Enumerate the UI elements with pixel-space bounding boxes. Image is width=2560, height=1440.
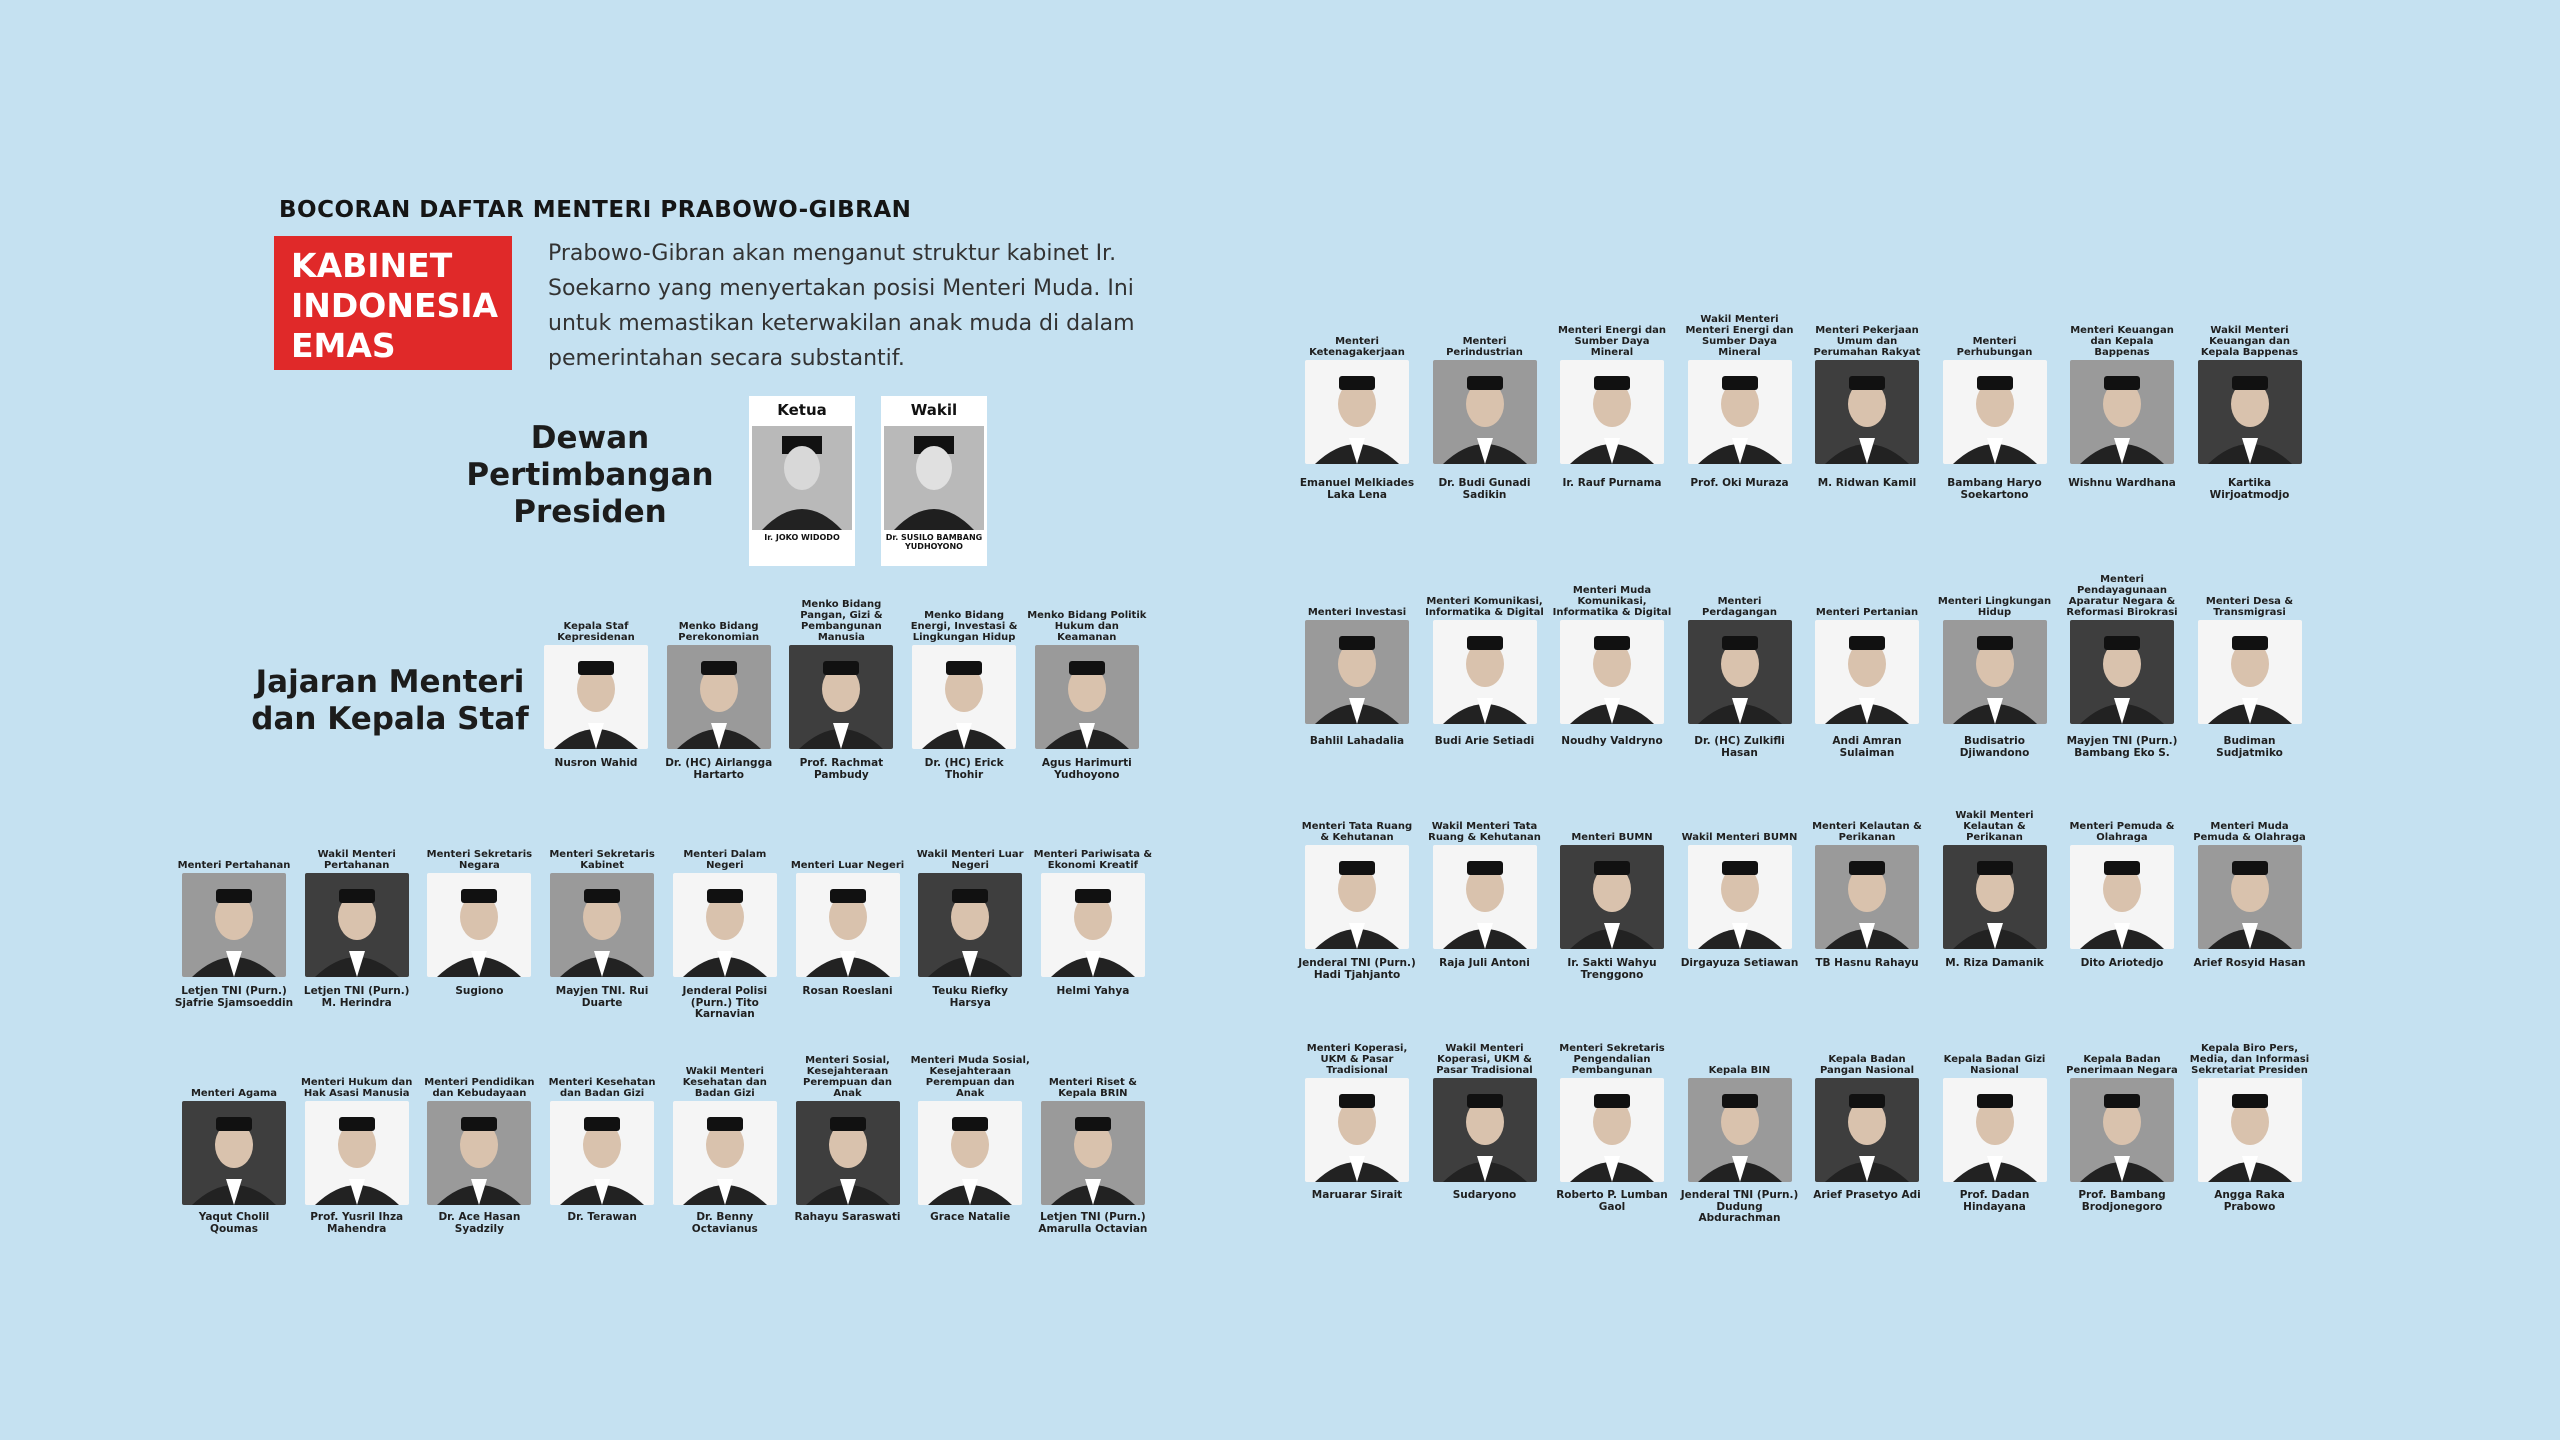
portrait-photo [1560,845,1664,949]
dewan-card-wakil [881,396,987,566]
minister-position: Menteri Sosial, Kesejahteraan Perempuan dan Anak [803,1055,892,1099]
portrait-photo [752,426,852,530]
brand-line: EMAS [291,326,396,365]
portrait-photo [1433,845,1537,949]
minister-position: Menteri Investasi [1307,607,1407,618]
minister-name: Dirgayuza Setiawan [1680,957,1799,969]
minister-name: Nusron Wahid [554,757,638,769]
minister-name: Arief Rosyid Hasan [2193,957,2306,969]
cabinet-brand-box [274,236,512,370]
portrait-photo [1041,1101,1145,1205]
dewan-card-ketua [749,396,855,566]
page-headline: BOCORAN DAFTAR MENTERI PRABOWO-GIBRAN [279,197,912,223]
minister-position: Wakil Menteri Kelautan & Perikanan [1955,810,2034,843]
portrait-photo [1305,360,1409,464]
minister-position: Kepala Badan Pangan Nasional [1819,1054,1915,1076]
minister-name: Bambang Haryo Soekartono [1947,477,2042,501]
intro-paragraph: Prabowo-Gibran akan menganut struktur kabinet Ir. Soekarno yang menyertakan posisi Menteri Muda. Ini untuk memastikan keterwakilan anak muda di dalam pemerintahan secara substantif. [548,241,1135,371]
minister-position: Wakil Menteri Tata Ruang & Kehutanan [1428,821,1541,843]
minister-name: Jenderal TNI (Purn.) Hadi Tjahjanto [1298,957,1416,981]
minister-name: Budi Arie Setiadi [1434,735,1535,747]
dewan-card-name: Dr. SUSILO BAMBANG YUDHOYONO [885,533,983,551]
portrait-photo [884,426,984,530]
dewan-title-line: Presiden [513,494,667,530]
minister-position: Menteri Riset & Kepala BRIN [1048,1077,1137,1099]
portrait-photo [1433,360,1537,464]
minister-name: Rahayu Saraswati [794,1211,901,1223]
minister-name: Sudaryono [1452,1189,1517,1201]
minister-position: Menteri Pendidikan dan Kebudayaan [424,1077,535,1099]
minister-position: Menteri Hukum dan Hak Asasi Manusia [300,1077,413,1099]
portrait-photo [182,873,286,977]
portrait-photo [1943,1078,2047,1182]
minister-position: Menteri Muda Komunikasi, Informatika & Digital [1552,585,1672,618]
minister-name: Teuku Riefky Harsya [932,985,1009,1009]
minister-position: Menteri BUMN [1571,832,1653,843]
minister-name: Prof. Dadan Hindayana [1959,1189,2030,1213]
portrait-photo [1688,360,1792,464]
minister-position: Menteri Perdagangan [1702,596,1777,618]
minister-position: Menteri Pariwisata & Ekonomi Kreatif [1033,849,1153,871]
portrait-photo [796,873,900,977]
portrait-photo [182,1101,286,1205]
minister-position: Menko Bidang Energi, Investasi & Lingkungan Hidup [910,610,1018,643]
minister-name: Noudhy Valdryno [1561,735,1663,747]
portrait-photo [2070,620,2174,724]
minister-position: Menteri Komunikasi, Informatika & Digital [1425,596,1544,618]
portrait-photo [673,1101,777,1205]
minister-name: Prof. Rachmat Pambudy [799,757,884,781]
portrait-photo [667,645,771,749]
minister-position: Menteri Muda Sosial, Kesejahteraan Perempuan dan Anak [910,1055,1030,1099]
minister-name: Prof. Bambang Brodjonegoro [2078,1189,2166,1213]
minister-position: Wakil Menteri Keuangan dan Kepala Bappenas [2200,325,2299,358]
portrait-photo [1815,360,1919,464]
brand-line: INDONESIA [291,286,499,325]
minister-name: Dito Ariotedjo [2080,957,2164,969]
minister-name: Dr. (HC) Airlangga Hartarto [665,757,773,781]
portrait-photo [2198,360,2302,464]
minister-name: Helmi Yahya [1056,985,1130,997]
minister-position: Wakil Menteri Menteri Energi dan Sumber Daya Mineral [1685,314,1794,358]
minister-name: Prof. Yusril Ihza Mahendra [310,1211,404,1235]
minister-name: Dr. Terawan [567,1211,637,1223]
portrait-photo [427,1101,531,1205]
minister-name: Prof. Oki Muraza [1690,477,1789,489]
minister-position: Menteri Kesehatan dan Badan Gizi [548,1077,656,1099]
minister-position: Menteri Energi dan Sumber Daya Mineral [1557,325,1666,358]
minister-position: Menteri Sekretaris Negara [426,849,533,871]
jajaran-section-title [240,664,540,738]
portrait-photo [2070,1078,2174,1182]
minister-position: Menteri Desa & Transmigrasi [2205,596,2294,618]
minister-name: Angga Raka Prabowo [2214,1189,2285,1213]
portrait-photo [550,873,654,977]
minister-position: Menko Bidang Pangan, Gizi & Pembangunan Manusia [800,599,883,643]
minister-name: Arief Prasetyo Adi [1813,1189,1921,1201]
portrait-photo [1560,1078,1664,1182]
minister-position: Menteri Tata Ruang & Kehutanan [1301,821,1413,843]
portrait-photo [2070,845,2174,949]
minister-name: Kartika Wirjoatmodjo [2209,477,2290,501]
portrait-photo [305,1101,409,1205]
minister-name: Dr. Ace Hasan Syadzily [438,1211,521,1235]
minister-name: Wishnu Wardhana [2068,477,2176,489]
minister-position: Kepala Badan Penerimaan Negara [2066,1054,2178,1076]
dewan-title-line: Pertimbangan [466,457,714,493]
minister-name: Yaqut Cholil Qoumas [198,1211,270,1235]
minister-position: Menko Bidang Politik Hukum dan Keamanan [1027,610,1147,643]
dewan-section-title [440,420,740,531]
minister-position: Menteri Pemuda & Olahraga [2069,821,2175,843]
minister-name: Dr. Benny Octavianus [691,1211,758,1235]
minister-position: Kepala Staf Kepresidenan [557,621,635,643]
portrait-photo [1560,620,1664,724]
portrait-photo [2070,360,2174,464]
minister-position: Wakil Menteri Koperasi, UKM & Pasar Tradisional [1436,1043,1533,1076]
minister-name: Agus Harimurti Yudhoyono [1041,757,1132,781]
portrait-photo [1560,360,1664,464]
minister-position: Menteri Sekretaris Kabinet [549,849,655,871]
dewan-card-name: Ir. JOKO WIDODO [764,533,840,542]
minister-position: Menteri Kelautan & Perikanan [1812,821,1922,843]
minister-position: Menteri Pertahanan [177,860,291,871]
minister-name: Dr. (HC) Erick Thohir [924,757,1004,781]
portrait-photo [796,1101,900,1205]
portrait-photo [550,1101,654,1205]
portrait-photo [1688,1078,1792,1182]
minister-position: Wakil Menteri Pertahanan [317,849,396,871]
portrait-photo [1433,1078,1537,1182]
minister-name: Mayjen TNI. Rui Duarte [555,985,649,1009]
dewan-title-line: Dewan [530,420,650,456]
minister-position: Kepala Biro Pers, Media, dan Informasi Sekretariat Presiden [2189,1043,2310,1076]
minister-name: Emanuel Melkiades Laka Lena [1299,477,1415,501]
minister-position: Kepala Badan Gizi Nasional [1943,1054,2046,1076]
minister-name: TB Hasnu Rahayu [1815,957,1919,969]
portrait-photo [1815,1078,1919,1182]
portrait-photo [673,873,777,977]
portrait-photo [789,645,893,749]
minister-name: Grace Natalie [930,1211,1011,1223]
minister-position: Menteri Agama [190,1088,278,1099]
minister-name: Andi Amran Sulaiman [1832,735,1902,759]
portrait-photo [1943,845,2047,949]
minister-name: Mayjen TNI (Purn.) Bambang Eko S. [2066,735,2178,759]
portrait-photo [1815,845,1919,949]
minister-position: Menteri Perindustrian [1446,336,1523,358]
portrait-photo [1943,360,2047,464]
portrait-photo [1688,620,1792,724]
minister-position: Menteri Muda Pemuda & Olahraga [2193,821,2306,843]
minister-position: Wakil Menteri BUMN [1681,832,1798,843]
portrait-photo [1035,645,1139,749]
portrait-photo [427,873,531,977]
minister-name: Budiman Sudjatmiko [2216,735,2283,759]
portrait-photo [1305,1078,1409,1182]
minister-position: Kepala BIN [1708,1065,1771,1076]
portrait-photo [918,873,1022,977]
dewan-card-label: Wakil [910,401,958,419]
portrait-photo [1943,620,2047,724]
minister-name: Roberto P. Lumban Gaol [1556,1189,1668,1213]
minister-position: Menteri Keuangan dan Kepala Bappenas [2070,325,2174,358]
dewan-card-label: Ketua [777,401,827,419]
minister-position: Menteri Ketenagakerjaan [1309,336,1405,358]
minister-name: Dr. (HC) Zulkifli Hasan [1694,735,1785,759]
minister-name: Ir. Sakti Wahyu Trenggono [1567,957,1657,981]
minister-position: Menteri Sekretaris Pengendalian Pembangunan [1559,1043,1665,1076]
minister-name: Letjen TNI (Purn.) Sjafrie Sjamsoeddin [174,985,294,1009]
minister-name: Jenderal TNI (Purn.) Dudung Abdurachman [1680,1189,1799,1224]
minister-position: Menko Bidang Perekonomian [678,621,760,643]
minister-name: Budisatrio Djiwandono [1959,735,2030,759]
minister-name: Raja Juli Antoni [1439,957,1530,969]
portrait-photo [1305,845,1409,949]
minister-name: Ir. Rauf Purnama [1562,477,1662,489]
minister-position: Wakil Menteri Luar Negeri [916,849,1024,871]
minister-position: Menteri Dalam Negeri [683,849,767,871]
minister-position: Menteri Perhubungan [1956,336,2033,358]
minister-name: Bahlil Lahadalia [1309,735,1405,747]
minister-position: Wakil Menteri Kesehatan dan Badan Gizi [682,1066,767,1099]
minister-name: Rosan Roeslani [802,985,893,997]
portrait-photo [305,873,409,977]
jajaran-title-line: dan Kepala Staf [251,701,529,737]
portrait-photo [1305,620,1409,724]
portrait-photo [1815,620,1919,724]
portrait-photo [2198,620,2302,724]
portrait-photo [1041,873,1145,977]
minister-position: Menteri Luar Negeri [790,860,905,871]
portrait-photo [544,645,648,749]
portrait-photo [2198,845,2302,949]
portrait-photo [1688,845,1792,949]
minister-name: M. Riza Damanik [1945,957,2044,969]
minister-position: Menteri Lingkungan Hidup [1937,596,2052,618]
minister-name: Maruarar Sirait [1311,1189,1403,1201]
minister-position: Menteri Pertanian [1815,607,1919,618]
minister-position: Menteri Pendayagunaan Aparatur Negara & Reformasi Birokrasi [2066,574,2178,618]
minister-position: Menteri Koperasi, UKM & Pasar Tradisional [1306,1043,1408,1076]
minister-name: Letjen TNI (Purn.) M. Herindra [303,985,410,1009]
portrait-photo [918,1101,1022,1205]
minister-name: Letjen TNI (Purn.) Amarulla Octavian [1038,1211,1148,1235]
portrait-photo [1433,620,1537,724]
minister-name: Sugiono [455,985,504,997]
jajaran-title-line: Jajaran Menteri [255,664,525,700]
minister-position: Menteri Pekerjaan Umum dan Perumahan Rakyat [1813,325,1921,358]
portrait-photo [2198,1078,2302,1182]
minister-name: M. Ridwan Kamil [1817,477,1917,489]
minister-name: Jenderal Polisi (Purn.) Tito Karnavian [682,985,768,1020]
brand-line: KABINET [291,246,453,285]
minister-name: Dr. Budi Gunadi Sadikin [1438,477,1531,501]
portrait-photo [912,645,1016,749]
